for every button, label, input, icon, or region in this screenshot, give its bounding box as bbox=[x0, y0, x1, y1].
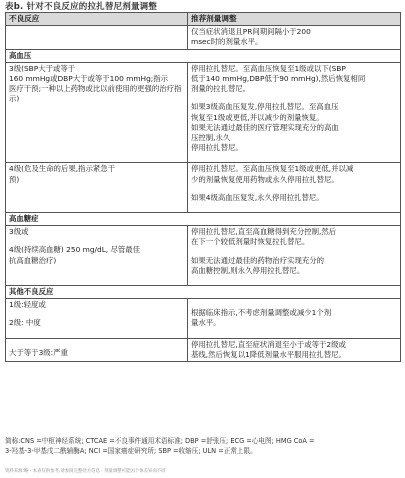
dose-adjustment-table bbox=[5, 12, 401, 362]
header-dose-adjustment: 推荐剂量调整 bbox=[188, 13, 401, 26]
hypertension-grade4: 4级(危及生命的后果,指示紧急干 预) bbox=[6, 163, 188, 213]
table-row bbox=[6, 338, 401, 361]
hyperglycemia-grade3: 3级或 4级(持续高血糖) 250 mg/dL, 尽管最佳 抗高血糖治疗) bbox=[6, 226, 188, 286]
hypertension-grade4-action: 停用拉扎替尼。至高血压恢复至1级或更低,并以减 少的剂量恢复使用药物或永久停用拉扎替尼。 如果4级高血压复发,永久停用拉扎替尼。 bbox=[188, 163, 401, 213]
section-hypertension: 高血压 bbox=[6, 49, 401, 62]
table-row bbox=[6, 26, 401, 49]
table-row bbox=[6, 163, 401, 213]
table-row bbox=[6, 226, 401, 286]
table-header-row bbox=[6, 13, 401, 26]
section-hyperglycemia: 高血糖症 bbox=[6, 213, 401, 226]
header-adverse-reaction: 不良反应 bbox=[6, 13, 188, 26]
hyperglycemia-action: 停用拉扎替尼,直至高血糖得到充分控制,然后 在下一个较低剂量时恢复拉扎替尼。 如果无法通过最佳的药物治疗实现充分的 高血糖控制,则永久停用拉扎替尼。 bbox=[188, 226, 401, 286]
hypertension-grade3: 3级(SBP大于或等于 160 mmHg或DBP大于或等于100 mmHg;指示 医疗干预;一种以上药物或比以前使用的更强的治疗指示) bbox=[6, 62, 188, 163]
hypertension-grade3-action: 停用拉扎替尼。至高血压恢复至1级或以下(SBP 低于140 mmHg,DBP低于90 mmHg),然后恢复相同 剂量的拉扎替尼。 如果3级高血压复发,停用拉扎替尼。至高血压 恢复至1级或更低,并以减少的剂量恢复。 如果无法通过最佳的医疗管理实现充分的高血 压控制,永久 停用拉扎替尼。 bbox=[188, 62, 401, 163]
other-grade12: 1级:轻度或 2级: 中度 bbox=[6, 299, 188, 338]
other-grade3-action: 停用拉扎替尼,直至症状消退至小于或等于2级或 基线,然后恢复以1降低剂量水平服用拉扎替尼。 bbox=[188, 338, 401, 361]
section-other: 其他不良反应 bbox=[6, 286, 401, 299]
other-grade3: 大于等于3级:严重 bbox=[6, 338, 188, 361]
table-title: 表b. 针对不良反应的拉扎替尼剂量调整 bbox=[5, 2, 158, 12]
other-grade12-action: 根据临床指示,不考虑剂量调整或减少1个剂 量水平。 bbox=[188, 299, 401, 338]
table-row bbox=[6, 62, 401, 163]
qt-recommendation: 仅当症状消退且PR间期间隔小于200 msec时的剂量水平。 bbox=[188, 26, 401, 49]
fine-print: 资料来源:略 · 本表仅供参考,请参阅完整处方信息 · 剂量调整可能因个体差异而不同 bbox=[5, 469, 166, 474]
abbreviations-footnote: 简称:CNS =中枢神经系统; CTCAE =不良事件通用术语标准; DBP =舒张压; ECG =心电图; HMG CoA = 3-羟基-3-甲基戊二酰辅酶A; NCI =国家癌症研究所; SBP =收缩压; ULN =正常上限。 bbox=[5, 437, 315, 455]
table-row bbox=[6, 299, 401, 338]
